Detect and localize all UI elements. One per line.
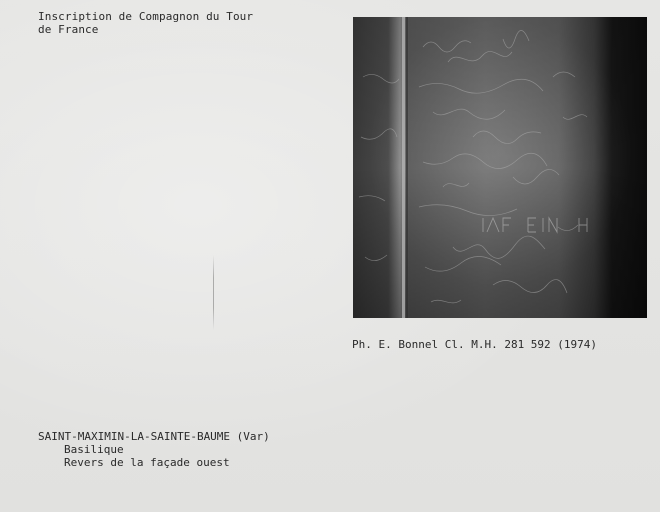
location-block <box>38 430 270 469</box>
location-building: Basilique <box>64 443 124 456</box>
title-line-1: Inscription de Compagnon du Tour <box>38 10 254 23</box>
title-line-2: de France <box>38 23 99 36</box>
graffiti-photo-icon <box>353 17 647 318</box>
card-title <box>38 10 253 36</box>
location-place: SAINT-MAXIMIN-LA-SAINTE-BAUME (Var) <box>38 430 270 443</box>
location-detail: Revers de la façade ouest <box>64 456 230 469</box>
photo-credit: Ph. E. Bonnel Cl. M.H. 281 592 (1974) <box>352 338 598 351</box>
inscription-photo <box>353 17 647 318</box>
fold-mark <box>213 255 214 330</box>
